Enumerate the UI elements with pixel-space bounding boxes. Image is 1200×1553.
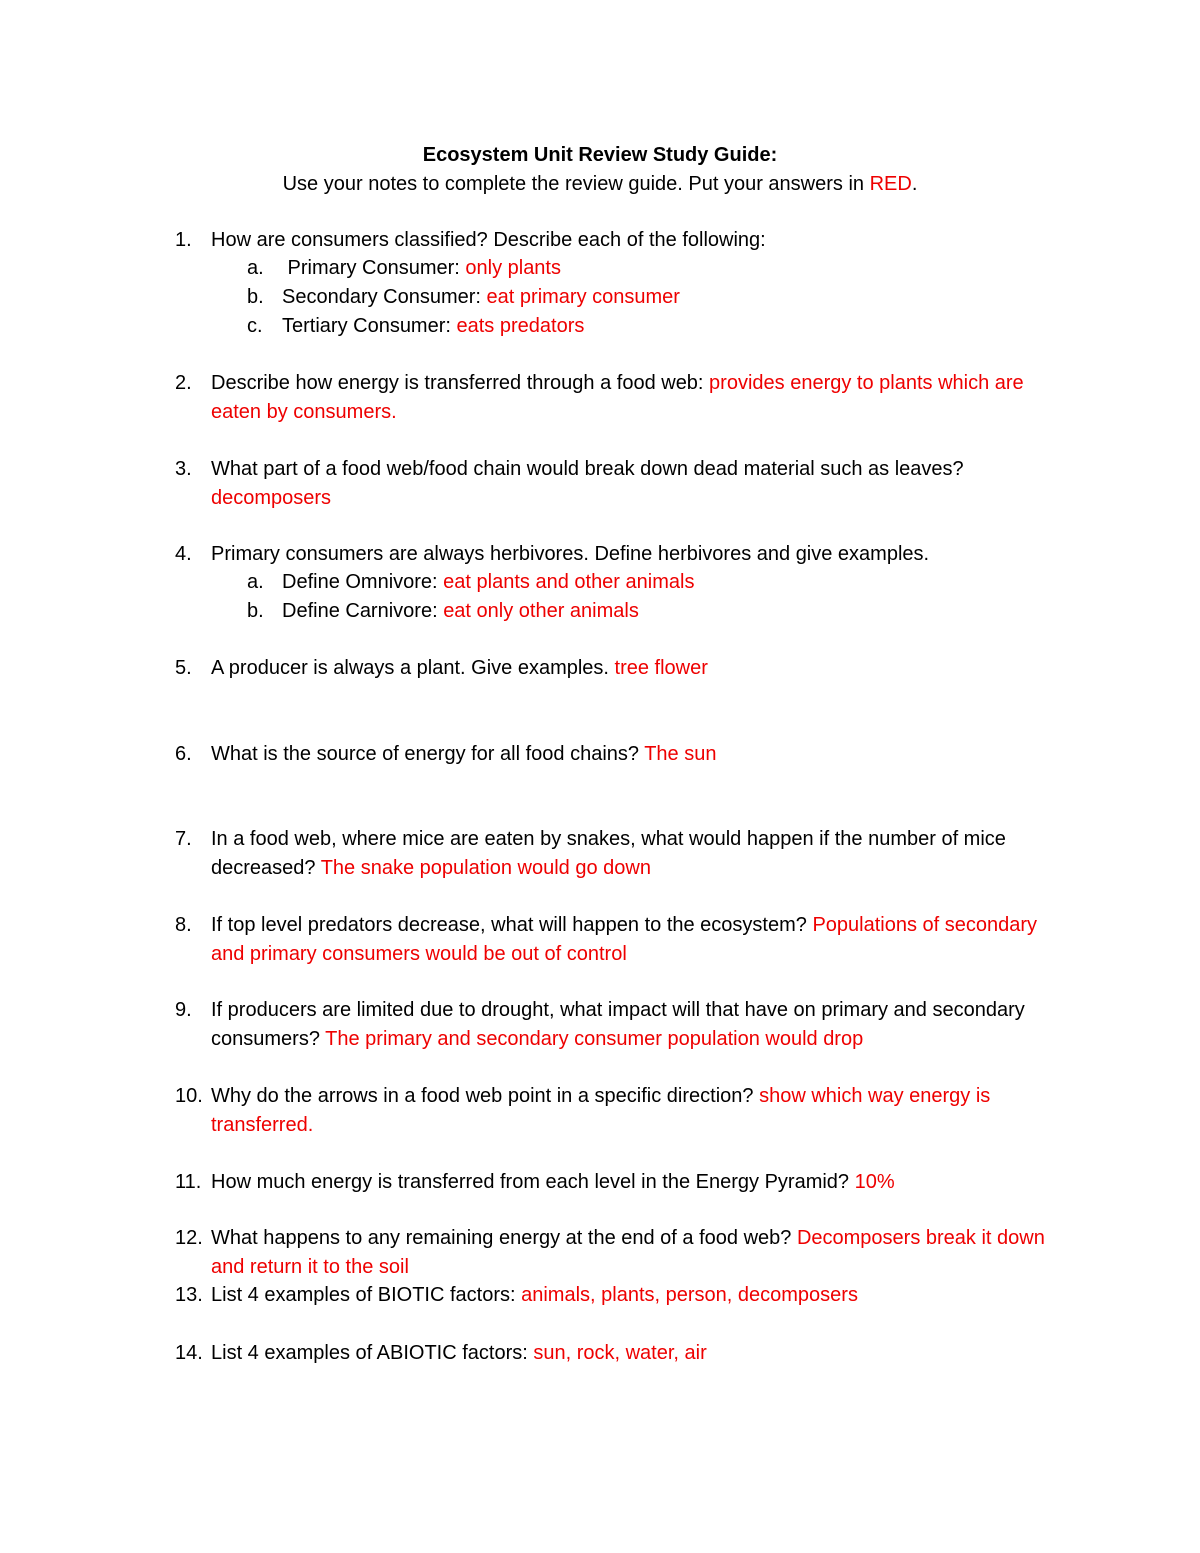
question-prompt: A producer is always a plant. Give examples. [211, 657, 615, 679]
question-answer: show which way energy is transferred. [211, 1085, 991, 1136]
question-prompt: If top level predators decrease, what will happen to the ecosystem? [211, 914, 813, 936]
question-answer: The sun [644, 743, 717, 765]
subitem-letter: c. [247, 315, 263, 337]
question-number: 13. [175, 1284, 203, 1306]
subitem-text [282, 283, 680, 312]
question-prompt: List 4 examples of ABIOTIC factors: [211, 1342, 534, 1364]
question-text [211, 1339, 1061, 1368]
subitem-letter: b. [247, 600, 264, 622]
question-prompt: How much energy is transferred from each level in the Energy Pyramid? [211, 1171, 855, 1193]
question-number: 8. [175, 914, 192, 936]
question-answer: sun, rock, water, air [533, 1342, 707, 1364]
question-number: 4. [175, 543, 192, 565]
question-answer: The primary and secondary consumer population would drop [325, 1027, 864, 1050]
question-text [211, 455, 1061, 512]
question-text [211, 911, 1061, 968]
question-text [211, 654, 1061, 683]
subitem-prompt: Secondary Consumer: [282, 286, 487, 308]
subitem-text [282, 312, 584, 341]
subitem-text [282, 568, 694, 597]
instructions-period: . [911, 173, 918, 195]
instructions [0, 170, 1200, 198]
question-answer: Populations of secondary and primary consumers would be out of control [211, 914, 1038, 965]
question-prompt: If producers are limited due to drought, what impact will that have on primary and secondary consumers? [211, 999, 1025, 1050]
subitem-text [282, 597, 639, 626]
question-text [211, 740, 1061, 769]
question-answer: Decomposers break it down and return it to the soil [211, 1227, 1045, 1278]
subitem-answer: only plants [465, 257, 561, 279]
subitem-letter: a. [247, 571, 264, 593]
question-number: 11. [175, 1171, 202, 1193]
question-prompt: What is the source of energy for all food chains? [211, 743, 645, 765]
subitem-answer: eat plants and other animals [443, 571, 695, 593]
subitem-letter: a. [247, 257, 264, 279]
question-number: 12. [175, 1227, 203, 1249]
question-text [211, 369, 1061, 426]
subitem-prompt: Primary Consumer: [282, 257, 466, 279]
question-prompt: What part of a food web/food chain would break down dead material such as leaves? [211, 458, 964, 480]
instructions-red-word: RED [869, 173, 912, 195]
subitem-prompt: Tertiary Consumer: [282, 315, 457, 337]
question-prompt: Why do the arrows in a food web point in a specific direction? [211, 1085, 760, 1107]
subitem-prompt: Define Carnivore: [282, 600, 444, 622]
question-prompt: How are consumers classified? Describe each of the following: [211, 229, 766, 251]
question-number: 9. [175, 999, 192, 1021]
question-prompt: Primary consumers are always herbivores. Define herbivores and give examples. [211, 543, 930, 565]
question-answer: 10% [854, 1171, 895, 1193]
question-text [211, 825, 1061, 882]
subitem-answer: eat primary consumer [486, 286, 680, 308]
question-answer: decomposers [211, 486, 332, 509]
document-title: Ecosystem Unit Review Study Guide: [422, 144, 778, 166]
subitem-answer: eat only other animals [443, 600, 639, 622]
question-number: 10. [175, 1085, 203, 1107]
question-number: 6. [175, 743, 192, 765]
question-prompt: Describe how energy is transferred through a food web: [211, 372, 710, 394]
subitem-letter: b. [247, 286, 264, 308]
question-text [211, 996, 1061, 1053]
question-answer: tree flower [614, 657, 708, 679]
question-text [211, 540, 1061, 569]
question-answer: provides energy to plants which are eaten by consumers. [211, 372, 1024, 423]
question-answer: The snake population would go down [320, 856, 651, 879]
question-number: 7. [175, 828, 192, 850]
question-prompt: What happens to any remaining energy at the end of a food web? [211, 1227, 797, 1249]
question-prompt: List 4 examples of BIOTIC factors: [211, 1284, 522, 1306]
question-text [211, 1168, 1061, 1197]
question-number: 1. [175, 229, 192, 251]
question-text [211, 1082, 1061, 1139]
subitem-prompt: Define Omnivore: [282, 571, 444, 593]
instructions-text: Use your notes to complete the review guide. Put your answers in [282, 173, 870, 195]
question-number: 14. [175, 1342, 203, 1364]
question-prompt: In a food web, where mice are eaten by snakes, what would happen if the number of mice decreased? [211, 828, 1006, 879]
question-number: 5. [175, 657, 192, 679]
subitem-text [282, 254, 561, 283]
question-text [211, 1224, 1061, 1281]
question-number: 3. [175, 458, 192, 480]
question-answer: animals, plants, person, decomposers [521, 1284, 858, 1306]
question-text [211, 226, 1061, 255]
question-text [211, 1281, 1061, 1310]
subitem-answer: eats predators [456, 315, 585, 337]
question-number: 2. [175, 372, 192, 394]
